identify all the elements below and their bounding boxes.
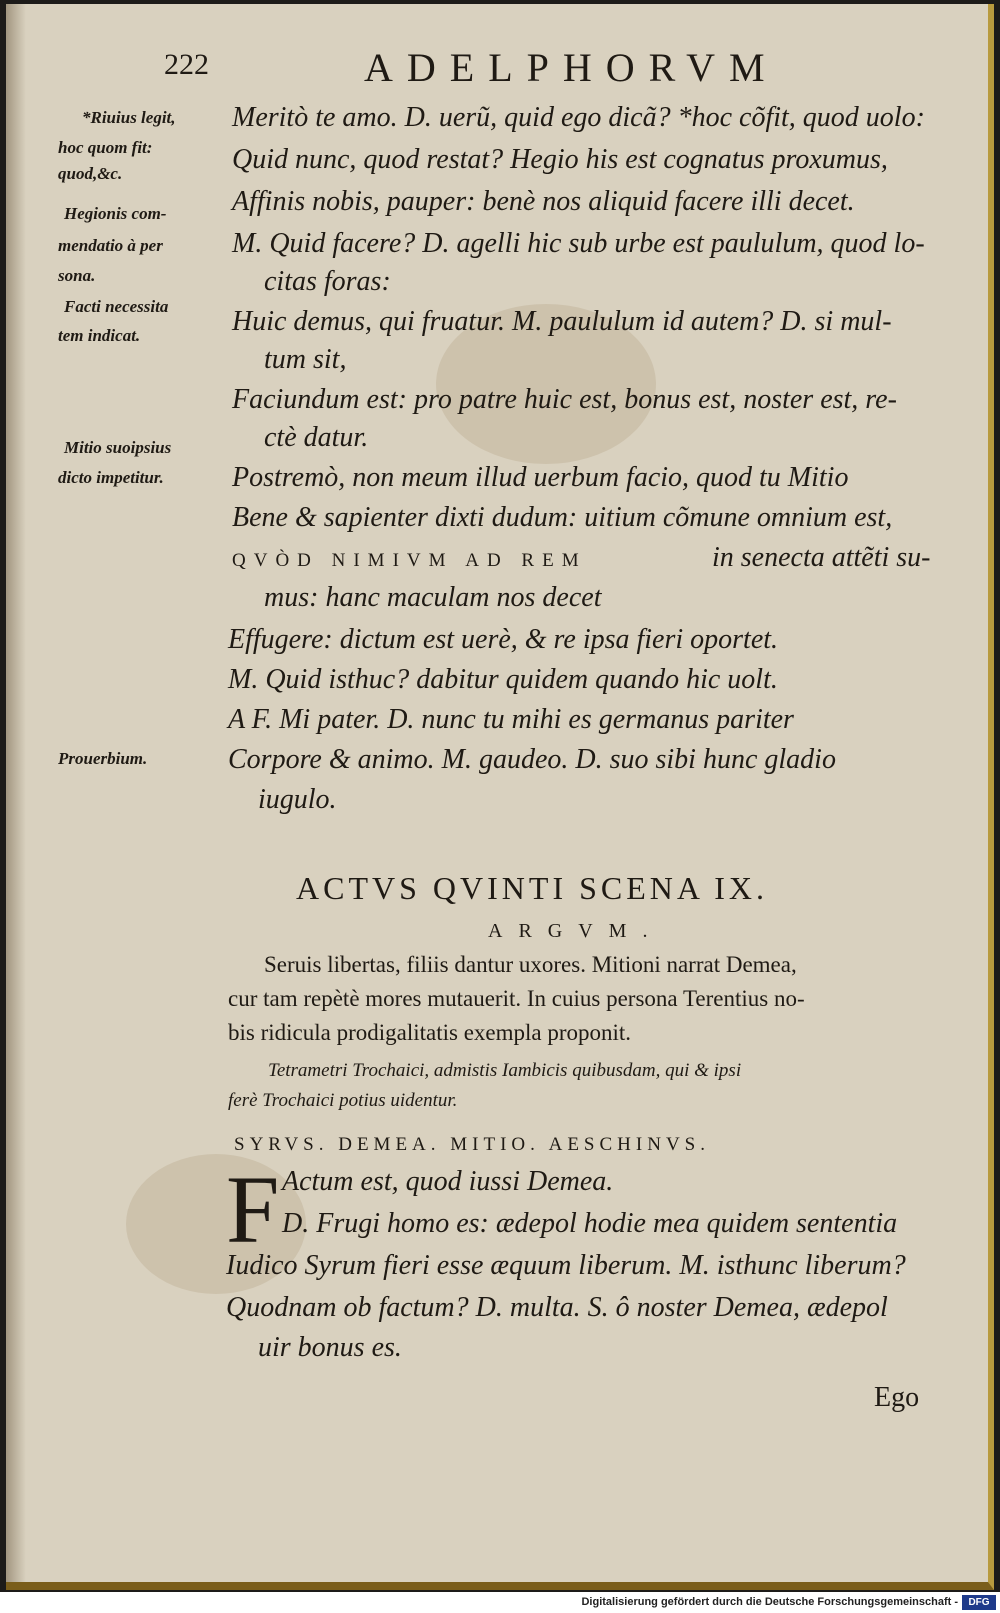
verse-line: Faciundum est: pro patre huic est, bonus est, noster est, re- (232, 384, 897, 415)
verse-line: Corpore & animo. M. gaudeo. D. suo sibi hunc gladio (228, 744, 836, 775)
verse-line: Quid nunc, quod restat? Hegio his est cognatus proxumus, (232, 144, 888, 175)
verse-line: M. Quid facere? D. agelli hic sub urbe est paululum, quod lo- (232, 228, 925, 259)
argument-line: bis ridicula prodigalitatis exempla proponit. (228, 1020, 632, 1045)
book-page (6, 4, 994, 1590)
verse-line: mus: hanc maculam nos decet (264, 582, 602, 613)
argument-label: ARGVM. (488, 920, 664, 942)
verse-line: citas foras: (264, 266, 391, 297)
verse-capitals: QVÒD NIMIVM AD REM (232, 550, 587, 571)
verse-line: D. Frugi homo es: ædepol hodie mea quidem sententia (282, 1208, 898, 1239)
running-title: ADELPHORVM (364, 45, 779, 90)
verse-line: Quodnam ob factum? D. multa. S. ô noster Demea, ædepol (226, 1292, 888, 1323)
dramatis-personae: SYRVS. DEMEA. MITIO. AESCHINVS. (234, 1134, 710, 1155)
verse-line: Actum est, quod iussi Demea. (282, 1166, 614, 1197)
verse-line: Affinis nobis, pauper: benè nos aliquid facere illi decet. (232, 186, 855, 217)
argument-line: Seruis libertas, filiis dantur uxores. Mitioni narrat Demea, (264, 952, 797, 977)
marginal-note: hoc quom fit: (58, 138, 153, 157)
marginal-note: *Riuius legit, (82, 108, 176, 127)
verse-line: tum sit, (264, 344, 347, 375)
marginal-note: dicto impetitur. (58, 468, 164, 487)
verse-line: uir bonus es. (258, 1332, 402, 1363)
verse-line: Bene & sapienter dixti dudum: uitium cõmune omnium est, (232, 502, 893, 533)
digitization-footer (0, 1592, 1000, 1613)
verse-line: M. Quid isthuc? dabitur quidem quando hic uolt. (228, 664, 778, 695)
verse-line: iugulo. (258, 784, 337, 815)
verse-line: Postremò, non meum illud uerbum facio, quod tu Mitio (232, 462, 849, 493)
marginal-note: quod,&c. (58, 164, 123, 183)
marginal-note: Facti necessita (64, 297, 169, 316)
marginal-note: Mitio suoipsius (64, 438, 172, 457)
marginal-note: tem indicat. (58, 326, 141, 345)
verse-line: Meritò te amo. D. uerũ, quid ego dicã? *hoc cõfit, quod uolo: (232, 102, 925, 133)
verse-line: ctè datur. (264, 422, 369, 453)
scene-heading: ACTVS QVINTI SCENA IX. (296, 870, 768, 906)
catchword: Ego (874, 1382, 920, 1413)
page-number: 222 (164, 48, 209, 81)
marginal-note: Prouerbium. (58, 749, 148, 768)
verse-line: A F. Mi pater. D. nunc tu mihi es germanus pariter (228, 704, 794, 735)
marginal-note: sona. (58, 266, 96, 285)
verse-line: Huic demus, qui fruatur. M. paululum id autem? D. si mul- (232, 306, 892, 337)
dfg-logo: DFG (962, 1595, 996, 1610)
verse-line: in senecta attẽti su- (712, 542, 931, 573)
marginal-note: mendatio à per (58, 236, 163, 255)
verse-line: Effugere: dictum est uerè, & re ipsa fieri oportet. (228, 624, 779, 655)
meter-note: Tetrametri Trochaici, admistis Iambicis quibusdam, qui & ipsi (268, 1060, 742, 1081)
argument-line: cur tam repètè mores mutauerit. In cuius persona Terentius no- (228, 986, 805, 1011)
drop-cap: F (226, 1156, 280, 1263)
footer-credit: Digitalisierung gefördert durch die Deutsche Forschungsgemeinschaft - (581, 1596, 958, 1608)
verse-line: Iudico Syrum fieri esse æquum liberum. M. isthunc liberum? (226, 1250, 906, 1281)
marginal-note: Hegionis com- (64, 204, 167, 223)
meter-note: ferè Trochaici potius uidentur. (228, 1090, 458, 1111)
